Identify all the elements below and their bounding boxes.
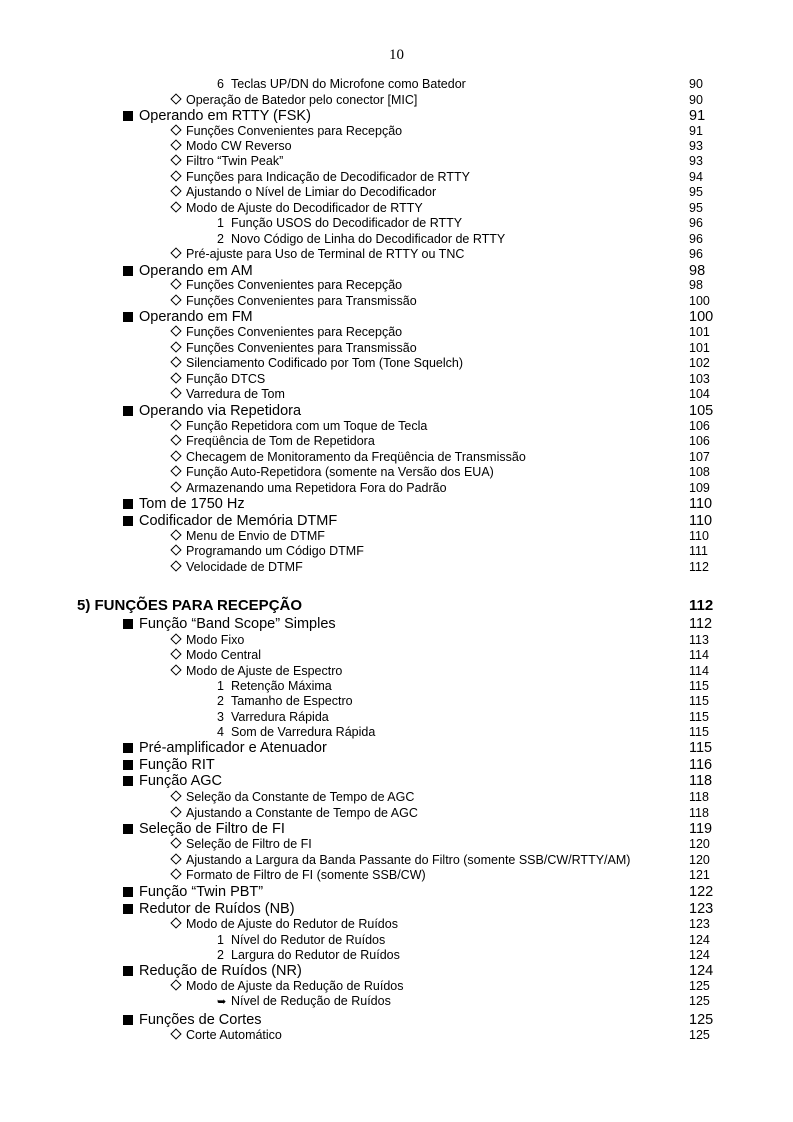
toc-subsection [0, 678, 793, 694]
toc-entry-text: Modo de Ajuste do Redutor de Ruídos [186, 917, 398, 931]
toc-entry-text: Ajustando a Constante de Tempo de AGC [186, 806, 418, 820]
toc-entry-text: Velocidade de DTMF [186, 560, 303, 574]
toc-page-number: 124 [689, 933, 710, 947]
filled-square-icon [123, 760, 133, 770]
toc-page-number: 96 [689, 232, 703, 246]
diamond-outline-icon [170, 837, 181, 848]
toc-entry-label [170, 559, 303, 575]
diamond-outline-icon [170, 294, 181, 305]
toc-entry-text: Checagem de Monitoramento da Freqüência de Transmissão [186, 450, 526, 464]
toc-subsection [0, 418, 793, 434]
diamond-outline-icon [170, 917, 181, 928]
toc-entry-text: Operação de Batedor pelo conector [MIC] [186, 93, 418, 107]
diamond-outline-icon [170, 560, 181, 571]
toc-subsection [0, 464, 793, 480]
toc-entry-text: Funções de Cortes [139, 1012, 262, 1028]
toc-page-number: 108 [689, 465, 710, 479]
toc-page-number: 120 [689, 853, 710, 867]
toc-subsection [0, 647, 793, 663]
diamond-outline-icon [170, 465, 181, 476]
toc-entry-label [170, 464, 494, 480]
toc-entry-label [170, 92, 417, 108]
toc-entry-label [217, 947, 400, 963]
toc-subsection [0, 480, 793, 496]
diamond-outline-icon [170, 139, 181, 150]
toc-subsection [0, 543, 793, 559]
toc-page-number: 98 [689, 278, 703, 292]
toc-entry-label [170, 789, 414, 805]
toc-entry-text: Filtro “Twin Peak” [186, 154, 284, 168]
toc-entry-text: Funções Convenientes para Recepção [186, 124, 403, 138]
toc-entry-label [170, 200, 423, 216]
toc-subsection [0, 153, 793, 169]
item-number: 1 [217, 216, 224, 230]
toc-entry-text: Ajustando o Nível de Limiar do Decodificador [186, 185, 437, 199]
toc-page-number: 125 [689, 994, 710, 1008]
toc-subsection [0, 386, 793, 402]
toc-page-number: 96 [689, 247, 703, 261]
toc-page-number: 90 [689, 93, 703, 107]
diamond-outline-icon [170, 419, 181, 430]
toc-entry-text: Varredura de Tom [186, 387, 285, 401]
toc-subsection [0, 76, 793, 92]
toc-page-number: 113 [689, 633, 709, 647]
item-number: 4 [217, 725, 224, 739]
toc-subsection [0, 449, 793, 465]
toc-entry-label [123, 615, 336, 633]
toc-entry-label [170, 324, 402, 340]
diamond-outline-icon [170, 481, 181, 492]
filled-square-icon [123, 499, 133, 509]
toc-page-number: 98 [689, 263, 706, 279]
item-number: 1 [217, 933, 224, 947]
toc-entry-label [170, 355, 463, 371]
toc-page-number: 114 [689, 664, 709, 678]
toc-entry-label [170, 480, 447, 496]
toc-entry-text: Modo Central [186, 648, 262, 662]
diamond-outline-icon [170, 170, 181, 181]
diamond-outline-icon [170, 387, 181, 398]
toc-subsection [0, 184, 793, 200]
diamond-outline-icon [170, 450, 181, 461]
toc-page-number: 100 [689, 309, 714, 325]
toc-page-number: 123 [689, 917, 710, 931]
item-number: 1 [217, 679, 224, 693]
toc-entry-label [123, 495, 245, 513]
toc-entry-label [170, 852, 630, 868]
toc-entry-label [170, 916, 398, 932]
toc-entry-label [170, 277, 402, 293]
toc-page-number: 125 [689, 1028, 710, 1042]
diamond-outline-icon [170, 93, 181, 104]
toc-page-number: 112 [689, 597, 714, 614]
toc-entry-label [170, 449, 526, 465]
toc-entry-label [123, 883, 263, 901]
toc-subsection [0, 123, 793, 139]
filled-square-icon [123, 776, 133, 786]
toc-page-number: 90 [689, 77, 703, 91]
toc-entry-text: Corte Automático [186, 1028, 282, 1042]
toc-subsection [0, 663, 793, 679]
toc-entry-label [217, 993, 391, 1010]
filled-square-icon [123, 887, 133, 897]
toc-entry-text: Menu de Envio de DTMF [186, 529, 325, 543]
toc-subsection [0, 724, 793, 740]
item-number: 2 [217, 694, 224, 708]
toc-subsection [0, 371, 793, 387]
toc-entry-label [170, 184, 436, 200]
toc-entry-text: Redução de Ruídos (NR) [139, 963, 302, 979]
toc-entry-text: Teclas UP/DN do Microfone como Batedor [231, 77, 466, 91]
toc-subsection [0, 324, 793, 340]
toc-page-number: 91 [689, 124, 703, 138]
toc-page-number: 101 [689, 341, 710, 355]
toc-entry-text: Seleção de Filtro de FI [139, 821, 285, 837]
toc-entry-text: Formato de Filtro de FI (somente SSB/CW) [186, 868, 426, 882]
toc-entry-label [170, 153, 283, 169]
filled-square-icon [123, 516, 133, 526]
toc-page-number: 111 [689, 544, 709, 558]
toc-page-number: 106 [689, 419, 710, 433]
toc-page-number: 94 [689, 170, 703, 184]
toc-entry-label [170, 418, 427, 434]
filled-square-icon [123, 824, 133, 834]
toc-page-number: 101 [689, 325, 710, 339]
toc-page-number: 116 [689, 757, 713, 773]
filled-square-icon [123, 619, 133, 629]
diamond-outline-icon [170, 434, 181, 445]
toc-subsection [0, 277, 793, 293]
diamond-outline-icon [170, 633, 181, 644]
toc-entry-text: Operando em FM [139, 309, 253, 325]
toc-entry-label [170, 663, 342, 679]
toc-entry-text: Funções Convenientes para Transmissão [186, 341, 417, 355]
toc-entry-text: Largura do Redutor de Ruídos [231, 948, 400, 962]
item-number: 2 [217, 948, 224, 962]
toc-entry-label [170, 867, 426, 883]
toc-entry-text: Operando via Repetidora [139, 403, 302, 419]
toc-entry-label [123, 739, 327, 757]
toc-subsection [0, 559, 793, 575]
toc-subsection [0, 293, 793, 309]
toc-subsection [0, 200, 793, 216]
toc-subsection [0, 340, 793, 356]
diamond-outline-icon [170, 544, 181, 555]
diamond-outline-icon [170, 325, 181, 336]
toc-entry-label [170, 123, 402, 139]
toc-entry-label [170, 632, 244, 648]
toc-entry-label [170, 169, 470, 185]
toc-entry-text: Funções para Indicação de Decodificador de RTTY [186, 170, 470, 184]
toc-entry-label [217, 231, 505, 247]
toc-entry-text: Funções Convenientes para Transmissão [186, 294, 417, 308]
toc-subsection [0, 231, 793, 247]
diamond-outline-icon [170, 853, 181, 864]
toc-page-number: 93 [689, 154, 703, 168]
toc-subsection [0, 693, 793, 709]
toc-page-number: 104 [689, 387, 710, 401]
toc-entry-text: Seleção de Filtro de FI [186, 837, 312, 851]
toc-page-number: 119 [689, 821, 713, 837]
toc-page-number: 91 [689, 108, 706, 124]
toc-subsection [0, 355, 793, 371]
toc-entry-text: Silenciamento Codificado por Tom (Tone Squelch) [186, 356, 464, 370]
filled-square-icon [123, 266, 133, 276]
diamond-outline-icon [170, 529, 181, 540]
toc-subsection [0, 632, 793, 648]
toc-entry-label [170, 340, 417, 356]
toc-subsection [0, 932, 793, 948]
diamond-outline-icon [170, 341, 181, 352]
toc-entry-label [170, 433, 375, 449]
toc-entry-text: Operando em AM [139, 263, 253, 279]
toc-entry-label [170, 1027, 282, 1043]
toc-entry-label [217, 76, 466, 92]
diamond-outline-icon [170, 278, 181, 289]
toc-entry-text: Varredura Rápida [231, 710, 329, 724]
diamond-outline-icon [170, 868, 181, 879]
diamond-outline-icon [170, 201, 181, 212]
toc-page-number: 96 [689, 216, 703, 230]
toc-entry-text: Pré-amplificador e Atenuador [139, 740, 327, 756]
toc-page-number: 100 [689, 294, 710, 308]
toc-section [0, 495, 793, 513]
toc-page-number: 115 [689, 710, 709, 724]
toc-page-number: 118 [689, 790, 709, 804]
toc-subsection [0, 1027, 793, 1043]
toc-entry-text: Retenção Máxima [231, 679, 332, 693]
toc-page-number: 110 [689, 529, 709, 543]
diamond-outline-icon [170, 790, 181, 801]
filled-square-icon [123, 406, 133, 416]
toc-page-number: 112 [689, 560, 709, 574]
toc-entry-text: Função “Band Scope” Simples [139, 616, 336, 632]
toc-entry-text: Função DTCS [186, 372, 266, 386]
toc-entry-text: Nível do Redutor de Ruídos [231, 933, 386, 947]
toc-entry-text: Programando um Código DTMF [186, 544, 364, 558]
toc-entry-text: Modo CW Reverso [186, 139, 292, 153]
toc-page-number: 115 [689, 679, 709, 693]
toc-entry-text: Armazenando uma Repetidora Fora do Padrão [186, 481, 447, 495]
toc-subsection [0, 709, 793, 725]
toc-section [0, 883, 793, 901]
toc-entry-label [170, 293, 417, 309]
toc-page-number: 107 [689, 450, 710, 464]
filled-square-icon [123, 966, 133, 976]
toc-entry-label [170, 978, 404, 994]
toc-subsection [0, 916, 793, 932]
toc-entry-label [217, 932, 385, 948]
toc-entry-text: Operando em RTTY (FSK) [139, 108, 311, 124]
toc-entry-text: Som de Varredura Rápida [231, 725, 376, 739]
filled-square-icon [123, 743, 133, 753]
toc-page-number: 114 [689, 648, 709, 662]
toc-page-number: 102 [689, 356, 710, 370]
toc-page-number: 112 [689, 616, 713, 632]
toc-subsection [0, 92, 793, 108]
toc-entry-text: Função USOS do Decodificador de RTTY [231, 216, 463, 230]
diamond-outline-icon [170, 372, 181, 383]
toc-entry-label [170, 543, 364, 559]
toc-subsection [0, 169, 793, 185]
toc-entry-text: Função Auto-Repetidora (somente na Versão dos EUA) [186, 465, 494, 479]
toc-entry-label [170, 528, 325, 544]
toc-section [0, 772, 793, 790]
toc-page-number: 105 [689, 403, 714, 419]
toc-page-number: 122 [689, 884, 714, 900]
diamond-outline-icon [170, 979, 181, 990]
toc-entry-text: Funções Convenientes para Recepção [186, 325, 403, 339]
toc-entry-text: Função Repetidora com um Toque de Tecla [186, 419, 428, 433]
toc-page-number: 95 [689, 201, 703, 215]
toc-entry-label [170, 647, 261, 663]
toc-entry-text: Redutor de Ruídos (NB) [139, 901, 295, 917]
toc-chapter [0, 596, 793, 615]
toc-page-number: 110 [689, 513, 713, 529]
toc-entry-text: Nível de Redução de Ruídos [231, 994, 391, 1008]
toc-entry-label [217, 724, 375, 740]
toc-entry-label [170, 138, 292, 154]
toc-entry-text: Codificador de Memória DTMF [139, 513, 338, 529]
toc-page-number: 115 [689, 725, 709, 739]
item-number: 3 [217, 710, 224, 724]
filled-square-icon [123, 1015, 133, 1025]
toc-page-number: 109 [689, 481, 710, 495]
toc-subsection [0, 836, 793, 852]
toc-entry-label [170, 386, 285, 402]
diamond-outline-icon [170, 185, 181, 196]
toc-entry-label [217, 678, 332, 694]
toc-page-number: 124 [689, 948, 710, 962]
diamond-outline-icon [170, 806, 181, 817]
toc-entry-label [170, 805, 418, 821]
toc-section [0, 739, 793, 757]
filled-square-icon [123, 904, 133, 914]
toc-subsection [0, 805, 793, 821]
page-number: 10 [389, 47, 404, 63]
toc-page-number: 120 [689, 837, 710, 851]
curved-arrow-icon: ➥ [217, 996, 227, 1008]
toc-entry-label [123, 772, 222, 790]
item-number: 2 [217, 232, 224, 246]
toc-page-number: 115 [689, 740, 713, 756]
filled-square-icon [123, 111, 133, 121]
toc-page-number: 115 [689, 694, 709, 708]
toc-subsection [0, 789, 793, 805]
toc-entry-label [170, 836, 312, 852]
toc-subsection [0, 852, 793, 868]
toc-subsection [0, 433, 793, 449]
diamond-outline-icon [170, 1028, 181, 1039]
toc-entry-label [170, 246, 464, 262]
item-number: 6 [217, 77, 224, 91]
toc-entry-label [217, 709, 329, 725]
diamond-outline-icon [170, 664, 181, 675]
diamond-outline-icon [170, 124, 181, 135]
toc-entry-text: 5) FUNÇÕES PARA RECEPÇÃO [77, 597, 303, 614]
toc-entry-text: Tamanho de Espectro [231, 694, 353, 708]
toc-page-number: 103 [689, 372, 710, 386]
toc-entry-text: Freqüência de Tom de Repetidora [186, 434, 375, 448]
toc-page-number: 95 [689, 185, 703, 199]
toc-entry-label [217, 693, 353, 709]
toc-entry-text: Pré-ajuste para Uso de Terminal de RTTY ou TNC [186, 247, 465, 261]
toc-page-number: 110 [689, 496, 713, 512]
toc-entry-text: Tom de 1750 Hz [139, 496, 245, 512]
toc-page-number: 123 [689, 901, 714, 917]
toc-entry-text: Função AGC [139, 773, 223, 789]
toc-page-number: 125 [689, 1012, 714, 1028]
toc-entry-label [170, 371, 265, 387]
toc-entry-text: Função “Twin PBT” [139, 884, 264, 900]
toc-entry-text: Novo Código de Linha do Decodificador de RTTY [231, 232, 506, 246]
toc-subsection [0, 528, 793, 544]
diamond-outline-icon [170, 356, 181, 367]
toc-page-number: 121 [689, 868, 710, 882]
toc-entry-text: Modo de Ajuste da Redução de Ruídos [186, 979, 404, 993]
diamond-outline-icon [170, 154, 181, 165]
toc-entry-text: Modo de Ajuste de Espectro [186, 664, 343, 678]
toc-page-number: 124 [689, 963, 714, 979]
toc-entry-text: Seleção da Constante de Tempo de AGC [186, 790, 415, 804]
toc-entry-text: Modo de Ajuste do Decodificador de RTTY [186, 201, 423, 215]
toc-entry-text: Função RIT [139, 757, 215, 773]
toc-entry-text: Funções Convenientes para Recepção [186, 278, 403, 292]
toc-page-number: 93 [689, 139, 703, 153]
toc-page-number: 106 [689, 434, 710, 448]
diamond-outline-icon [170, 247, 181, 258]
toc-subsection [0, 138, 793, 154]
toc-page-number: 118 [689, 806, 709, 820]
toc-subsection [0, 867, 793, 883]
toc-section [0, 615, 793, 633]
toc-page-number: 118 [689, 773, 713, 789]
toc-entry-text: Ajustando a Largura da Banda Passante do Filtro (somente SSB/CW/RTTY/AM) [186, 853, 631, 867]
toc-subsection [0, 215, 793, 231]
toc-entry-label [217, 215, 462, 231]
diamond-outline-icon [170, 648, 181, 659]
toc-entry-label [77, 596, 302, 615]
toc-subsection [0, 246, 793, 262]
toc-subsection [0, 993, 793, 1009]
toc-entry-text: Modo Fixo [186, 633, 245, 647]
filled-square-icon [123, 312, 133, 322]
toc-page-number: 125 [689, 979, 710, 993]
toc-subsection [0, 978, 793, 994]
toc-subsection [0, 947, 793, 963]
